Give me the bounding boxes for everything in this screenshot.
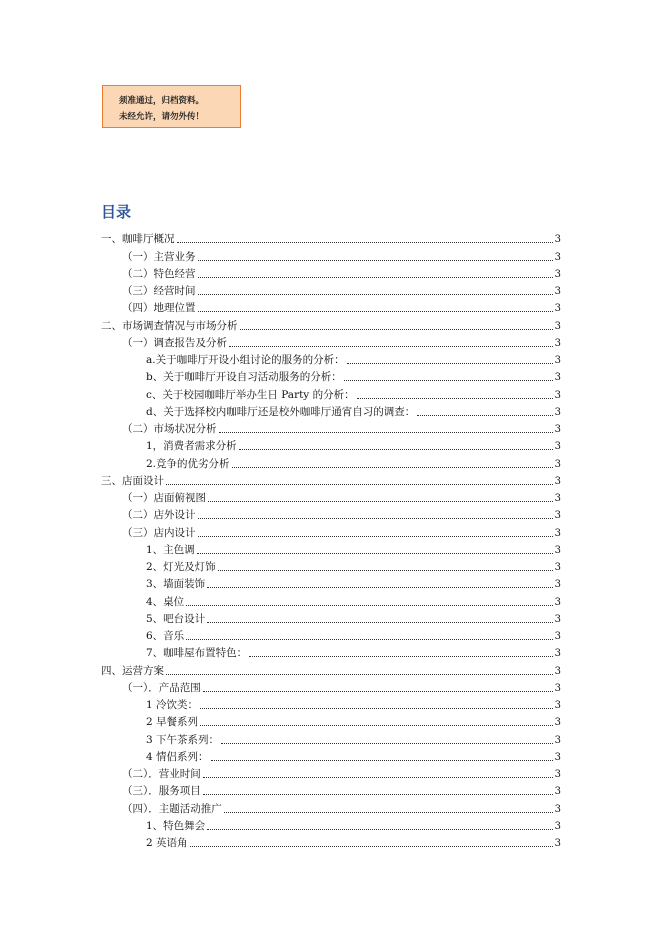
toc-entry-page: 3 [554, 286, 561, 297]
toc-entry-label: 1，消费者需求分析 [146, 440, 237, 453]
toc-entry[interactable] [101, 591, 561, 608]
toc-entry-label: b、关于咖啡厅开设自习活动服务的分析： [146, 371, 342, 384]
toc-entry-label: 1、主色调 [146, 543, 195, 556]
toc-entry-page: 3 [554, 389, 561, 401]
toc-entry-label: （三）店内设计 [122, 526, 196, 539]
toc-dot-leader [177, 241, 553, 243]
toc-entry[interactable] [101, 333, 561, 350]
toc-entry-label: 2 早餐系列 [146, 716, 199, 729]
toc-dot-leader [239, 448, 553, 450]
toc-entry[interactable] [101, 643, 561, 660]
toc-entry[interactable] [101, 712, 561, 729]
toc-dot-leader [166, 483, 553, 485]
toc-entry-page: 3 [554, 769, 561, 780]
toc-entry-label: 1 冷饮类： [146, 699, 199, 711]
table-of-contents [101, 229, 561, 850]
toc-entry-page: 3 [554, 458, 561, 470]
toc-entry-page: 3 [554, 527, 561, 539]
toc-entry-label: （四）地理位置 [122, 302, 196, 315]
toc-entry[interactable] [101, 350, 561, 367]
toc-dot-leader [232, 466, 553, 468]
toc-dot-leader [357, 397, 553, 399]
toc-entry-page: 3 [554, 631, 561, 642]
toc-entry[interactable] [101, 471, 561, 488]
toc-entry-label: 二、市场调查情况与市场分析 [101, 319, 238, 332]
toc-entry-page: 3 [554, 544, 561, 556]
toc-entry[interactable] [101, 505, 561, 522]
toc-entry-page: 3 [554, 717, 561, 729]
toc-entry-page: 3 [554, 838, 561, 849]
toc-entry-page: 3 [554, 268, 561, 280]
toc-entry[interactable] [101, 764, 561, 781]
toc-entry-label: 2、灯光及灯饰 [146, 561, 216, 573]
toc-entry-label: 4 情侣系列： [146, 750, 209, 763]
toc-dot-leader [198, 535, 553, 537]
toc-entry[interactable] [101, 833, 561, 850]
toc-entry[interactable] [101, 402, 561, 419]
toc-entry[interactable] [101, 281, 561, 298]
toc-entry[interactable] [101, 315, 561, 332]
toc-entry-label: 3、墙面装饰 [146, 578, 206, 591]
toc-entry[interactable] [101, 729, 561, 746]
toc-entry-label: （二）店外设计 [122, 509, 196, 522]
toc-entry-label: （二）．营业时间 [122, 768, 201, 780]
toc-entry-page: 3 [554, 475, 561, 487]
toc-dot-leader [219, 431, 553, 433]
toc-entry-page: 3 [554, 803, 561, 815]
toc-entry[interactable] [101, 229, 561, 246]
toc-entry[interactable] [101, 781, 561, 798]
toc-entry-label: 2 英语角 [146, 837, 188, 849]
toc-entry[interactable] [101, 695, 561, 712]
toc-entry[interactable] [101, 436, 561, 453]
toc-entry-label: 7、咖啡屋布置特色： [146, 647, 248, 660]
notice-box [102, 85, 241, 128]
toc-entry-page: 3 [554, 786, 561, 798]
toc-entry-page: 3 [554, 424, 561, 435]
toc-entry-label: （一）调查报告及分析 [122, 336, 227, 349]
toc-entry-page: 3 [554, 579, 561, 591]
toc-dot-leader [200, 707, 553, 709]
toc-entry[interactable] [101, 798, 561, 815]
toc-entry-label: （一）主营业务 [122, 250, 196, 263]
toc-entry[interactable] [101, 574, 561, 591]
toc-entry-label: 三、店面设计 [101, 474, 164, 487]
toc-entry-label: 1、特色舞会 [146, 819, 206, 832]
toc-dot-leader [229, 345, 553, 347]
toc-dot-leader [197, 552, 553, 554]
toc-entry-label: （一）．产品范围 [122, 681, 201, 694]
toc-entry-page: 3 [554, 320, 561, 332]
toc-entry-label: （二）市场状况分析 [122, 423, 217, 435]
toc-dot-leader [417, 414, 552, 416]
toc-entry-label: 3 下午茶系列： [146, 733, 220, 746]
toc-dot-leader [240, 328, 553, 330]
toc-entry-page: 3 [554, 665, 561, 677]
toc-entry-page: 3 [554, 406, 561, 418]
toc-entry-page: 3 [554, 820, 561, 832]
toc-entry-label: 5、吧台设计 [146, 612, 206, 625]
toc-entry[interactable] [101, 626, 561, 643]
toc-dot-leader [207, 621, 552, 623]
toc-entry-page: 3 [554, 648, 561, 660]
toc-entry-label: （四）．主题活动推广 [122, 802, 222, 815]
toc-entry[interactable] [101, 557, 561, 574]
toc-entry[interactable] [101, 540, 561, 557]
toc-entry[interactable] [101, 522, 561, 539]
toc-dot-leader [186, 604, 552, 606]
toc-entry[interactable] [101, 678, 561, 695]
toc-entry-page: 3 [554, 355, 561, 366]
toc-dot-leader [347, 362, 553, 364]
toc-entry-page: 3 [554, 700, 561, 711]
toc-dot-leader [198, 517, 553, 519]
toc-entry[interactable] [101, 419, 561, 436]
toc-entry-label: （三）经营时间 [122, 285, 196, 297]
toc-entry-label: 四、运营方案 [101, 664, 164, 677]
toc-entry-page: 3 [554, 303, 561, 315]
toc-dot-leader [198, 259, 553, 261]
toc-entry-label: 6、音乐 [146, 630, 185, 642]
toc-dot-leader [198, 293, 553, 295]
toc-entry-page: 3 [554, 562, 561, 573]
toc-entry-page: 3 [554, 682, 561, 694]
toc-entry[interactable] [101, 609, 561, 626]
toc-dot-leader [166, 673, 553, 675]
toc-entry[interactable] [101, 264, 561, 281]
toc-entry[interactable] [101, 367, 561, 384]
toc-entry-page: 3 [554, 234, 561, 246]
toc-heading: 目录 [101, 203, 132, 221]
toc-entry[interactable] [101, 488, 561, 505]
toc-entry-page: 3 [554, 751, 561, 763]
toc-dot-leader [203, 793, 553, 795]
toc-entry-label: 一、咖啡厅概况 [101, 233, 175, 246]
notice-line-2: 未经允许，请勿外传！ [119, 112, 205, 122]
toc-entry-page: 3 [554, 596, 561, 608]
toc-entry[interactable] [101, 298, 561, 315]
toc-dot-leader [198, 310, 553, 312]
toc-entry-label: d、关于选择校内咖啡厅还是校外咖啡厅通宵自习的调查： [146, 405, 416, 418]
toc-entry-page: 3 [554, 734, 561, 746]
toc-entry-page: 3 [554, 251, 561, 263]
toc-entry[interactable] [101, 747, 561, 764]
toc-entry[interactable] [101, 453, 561, 470]
toc-dot-leader [203, 776, 553, 778]
toc-dot-leader [207, 828, 552, 830]
toc-entry[interactable] [101, 246, 561, 263]
notice-line-1: 须准通过，归档资料。 [119, 96, 205, 106]
toc-entry-label: 4、桌位 [146, 595, 185, 608]
toc-entry-label: （一）店面俯视图 [122, 492, 206, 504]
toc-dot-leader [203, 690, 553, 692]
toc-entry-label: （三）．服务项目 [122, 785, 201, 798]
toc-entry-page: 3 [554, 613, 561, 625]
toc-entry-label: c、关于校园咖啡厅举办生日 Party 的分析： [146, 388, 355, 401]
toc-dot-leader [186, 638, 552, 640]
toc-entry[interactable] [101, 660, 561, 677]
toc-entry-label: （二）特色经营 [122, 267, 196, 280]
toc-dot-leader [218, 569, 553, 571]
toc-dot-leader [200, 724, 553, 726]
toc-dot-leader [208, 500, 553, 502]
toc-dot-leader [207, 586, 552, 588]
toc-entry-page: 3 [554, 441, 561, 453]
toc-entry-label: 2.竞争的优劣分析 [146, 457, 230, 470]
toc-entry-page: 3 [554, 337, 561, 349]
toc-dot-leader [344, 379, 553, 381]
toc-dot-leader [198, 276, 553, 278]
toc-entry[interactable] [101, 384, 561, 401]
toc-entry-page: 3 [554, 372, 561, 384]
toc-dot-leader [221, 742, 553, 744]
toc-dot-leader [249, 655, 552, 657]
toc-dot-leader [224, 811, 553, 813]
toc-entry-page: 3 [554, 510, 561, 522]
toc-dot-leader [211, 759, 553, 761]
toc-entry-page: 3 [554, 493, 561, 504]
toc-dot-leader [190, 845, 553, 847]
toc-entry-label: a.关于咖啡厅开设小组讨论的服务的分析： [146, 354, 345, 366]
toc-entry[interactable] [101, 816, 561, 833]
